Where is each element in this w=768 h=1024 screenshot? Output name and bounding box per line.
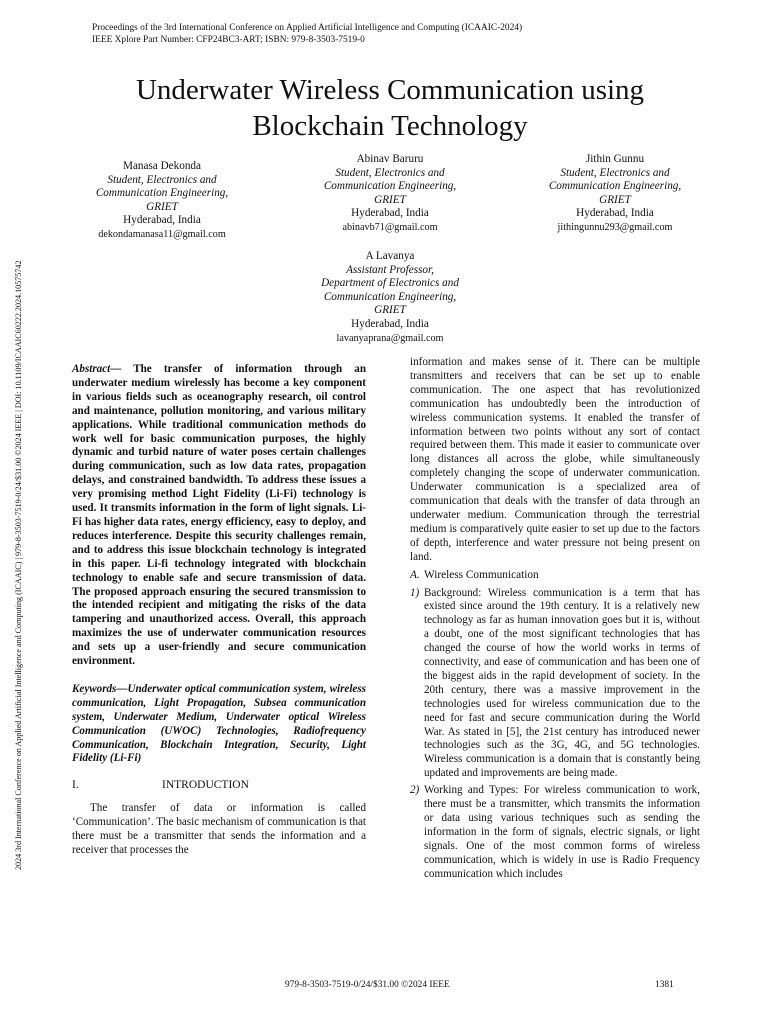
author-name: A Lavanya bbox=[365, 250, 415, 262]
abstract-label: Abstract— bbox=[72, 363, 122, 375]
header-line-2: IEEE Xplore Part Number: CFP24BC3-ART; ISBN: 979-8-3503-7519-0 bbox=[92, 35, 365, 45]
author-affiliation-line: Student, Electronics and bbox=[335, 166, 445, 179]
abstract bbox=[72, 363, 366, 669]
author-email: jithingunnu293@gmail.com bbox=[557, 221, 673, 233]
item-number: 1) bbox=[410, 586, 420, 599]
author-affiliation-line: Student, Electronics and bbox=[107, 173, 217, 186]
author-affiliation-line: GRIET bbox=[146, 200, 178, 213]
author-email: dekondamanasa11@gmail.com bbox=[98, 228, 226, 240]
author-location: Hyderabad, India bbox=[351, 317, 429, 330]
author-location: Hyderabad, India bbox=[123, 214, 201, 227]
right-column bbox=[410, 356, 700, 885]
item-text: Working and Types: For wireless communication to work, there must be a transmitter, which transmits the information or data using various techniques such as sending the information in the form of signals, electric signals, or light signals. One of the most common forms of wireless communication, which is widely in use is Radio Frequency communication which includes bbox=[424, 784, 700, 880]
author-affiliation-line: GRIET bbox=[374, 193, 406, 206]
left-column bbox=[72, 363, 366, 858]
author-block bbox=[525, 153, 705, 235]
header-line-1: Proceedings of the 3rd International Conference on Applied Artificial Intelligence and Computing (ICAAIC-2024) bbox=[92, 23, 523, 33]
item-number: 2) bbox=[410, 784, 420, 797]
doi-sidebar: 2024 3rd International Conference on Applied Artificial Intelligence and Computing (ICAAIC) | 979-8-3503-7519-0/24/$31.00 ©2024 IEEE | DOI: 10.1109/ICAAIC60222.2024.10575742 bbox=[14, 260, 23, 870]
author-block bbox=[72, 160, 252, 242]
subsection-title: Wireless Communication bbox=[424, 568, 539, 581]
author-email: abinavb71@gmail.com bbox=[342, 221, 438, 233]
paper-title bbox=[70, 72, 710, 144]
author-name: Jithin Gunnu bbox=[585, 153, 645, 165]
author-affiliation-line: Student, Electronics and bbox=[560, 166, 670, 179]
intro-paragraph: The transfer of data or information is called ‘Communication’. The basic mechanism of communication is that there must be a transmitter that sends the information and a receiver that processes the bbox=[72, 802, 366, 857]
author-location: Hyderabad, India bbox=[351, 207, 429, 220]
numbered-paragraph bbox=[410, 586, 700, 782]
title-line-1: Underwater Wireless Communication using bbox=[135, 74, 645, 106]
abstract-text: The transfer of information through an underwater medium wirelessly has become a key component in various fields such as oceanography research, oil control and maintenance, pollution monitoring, and various military applications. While traditional communication methods do work well for basic communication purposes, the highly dynamic and turbid nature of water poses certain challenges during communication, such as low data rates, propagation delays, and constrained bandwidth. To address these issues a very promising method Light Fidelity (Li-Fi) technology is used. It transmits information in the form of light signals. Li-Fi has higher data rates, energy efficiency, easy to deploy, and reduces interference. Despite this security challenges remain, and to address this issue blockchain technology is integrated in this paper. Li-fi technology integrated with blockchain technology to enable safe and secure transmission of data. The proposed approach ensuring the secured transmission to the intended recipient and mitigating the risks of the data tampering and unauthorized access. Overall, this approach maximizes the use of underwater communication resources and sets up a user-friendly and secure communication environment. bbox=[72, 363, 366, 668]
footer-copyright: 979-8-3503-7519-0/24/$31.00 ©2024 IEEE bbox=[285, 980, 450, 990]
author-name: Abinav Baruru bbox=[356, 153, 424, 165]
author-affiliation-line: Communication Engineering, bbox=[323, 290, 457, 303]
title-line-2: Blockchain Technology bbox=[252, 110, 528, 142]
author-affiliation-line: GRIET bbox=[599, 193, 631, 206]
author-affiliation-line: Department of Electronics and bbox=[321, 277, 459, 290]
author-affiliation-line: Communication Engineering, bbox=[95, 187, 229, 200]
author-affiliation-line: GRIET bbox=[374, 304, 406, 317]
author-affiliation-line: Communication Engineering, bbox=[323, 180, 457, 193]
author-block bbox=[300, 250, 480, 345]
author-block bbox=[300, 153, 480, 235]
item-text: Background: Wireless communication is a term that has existed since around the 19th century. It is a relatively new technology as far as human innovation goes but it is, without a doubt, one of the most significant technologies that has changed the course of how the world works in terms of connectivity, and ease of communication and has been one of the biggest aids in the rapid development of society. In the 20th century, there was a massive improvement in the technologies used for wireless communication due to the need for fast and secure communication during the World War. As stated in [5], the 21st century has introduced newer technologies such as the 3G, 4G, and 5G technologies. Wireless communication is a domain that is constantly being updated and improvements are being made. bbox=[424, 586, 700, 780]
running-header bbox=[92, 22, 522, 46]
subsection-number: A. bbox=[410, 568, 420, 581]
numbered-paragraph bbox=[410, 784, 700, 881]
author-email: lavanyaprana@gmail.com bbox=[336, 332, 444, 344]
author-affiliation-line: Communication Engineering, bbox=[548, 180, 682, 193]
subsection-heading bbox=[410, 569, 700, 583]
author-affiliation-line: Assistant Professor, bbox=[346, 263, 434, 276]
page-number: 1381 bbox=[655, 980, 674, 990]
intro-paragraph-continued: information and makes sense of it. There can be multiple transmitters and receivers that can be set up to enable communication. The one aspect that has revolutionized communication has undoubtedly been the introduction of wireless communication systems. It enabled the transfer of information between two points without any sort of contact required between them. This made it easier to communicate over long distances all across the globe, while simultaneously completely changing the scope of underwater communication. Underwater communication is a specialized area of communication that deals with the transfer of data through an underwater medium. Communication through the terrestrial medium is comparatively quite easier to set up due to the factors of depth, interference and water pressure not being present on land. bbox=[410, 356, 700, 563]
section-number: I. bbox=[72, 779, 79, 792]
keywords: Keywords—Underwater optical communication system, wireless communication, Light Propagation, Subsea communication system, Underwater Medium, Underwater optical Wireless Communication (UWOC) Technologies, Radiofrequency Communication, Blockchain Integration, Security, Light Fidelity (Li-Fi) bbox=[72, 682, 366, 765]
section-heading bbox=[72, 778, 366, 792]
section-title: INTRODUCTION bbox=[162, 779, 249, 792]
author-location: Hyderabad, India bbox=[576, 207, 654, 220]
author-name: Manasa Dekonda bbox=[123, 160, 201, 172]
